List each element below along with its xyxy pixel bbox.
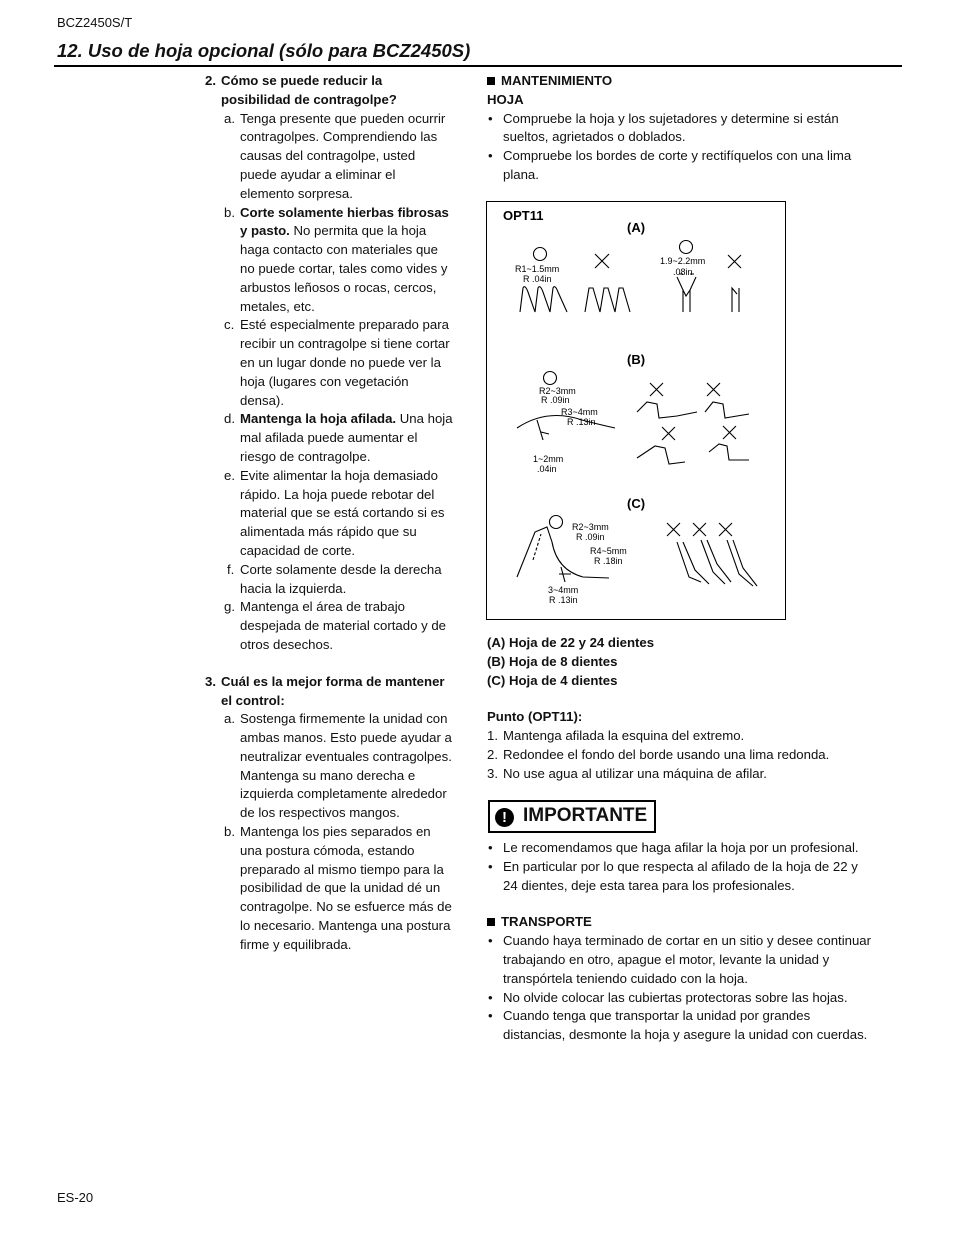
b-tooth-incorrect: [637, 444, 749, 464]
c-radius2-label: R4~5mm: [590, 546, 627, 556]
transport-bullet: • Cuando tenga que transportar la unidad por grandes distancias, desmonte la hoja y asegure la unidad con cuerdas.: [487, 1007, 902, 1045]
c-depth-mark: [559, 567, 571, 582]
b-tooth-correct: [517, 416, 615, 429]
legend-item: (B) Hoja de 8 dientes: [487, 653, 618, 669]
blade-sharpening-diagram: [486, 201, 786, 620]
label-c: (C): [627, 496, 646, 511]
correct-circle-icon: [534, 248, 547, 261]
b-radius1-label: R2~3mm: [539, 386, 576, 396]
q2-item-d: d. Mantenga la hoja afilada. Una hoja mal afilada puede aumentar el riesgo de contragolpe.: [224, 411, 453, 464]
a-width-label-in: .08in: [673, 267, 693, 277]
a-radius-label: R1~1.5mm: [515, 264, 560, 274]
punto-heading: Punto (OPT11):: [487, 709, 583, 725]
correct-circle-icon: [544, 372, 557, 385]
correct-circle-icon: [680, 241, 693, 254]
q2-item-b: b. Corte solamente hierbas fibrosas y pasto. No permita que la hoja haga contacto con materiales que no puede cortar, tales como vides y arbustos leñosos o rocas, cercos, metales, etc.: [224, 204, 449, 314]
c-depth-label-in: R .13in: [549, 595, 578, 605]
right-column-top: [487, 72, 902, 185]
blade-heading: HOJA: [487, 91, 524, 107]
tooth-correct-side: [677, 277, 696, 312]
b-radius2-label: R3~4mm: [561, 407, 598, 417]
question-3-heading: 3. Cuál es la mejor forma de mantener el control:: [205, 673, 445, 708]
label-b: (B): [627, 352, 646, 367]
b-depth-label-in: .04in: [537, 464, 557, 474]
square-bullet-icon: [487, 918, 495, 926]
c-radius2-label-in: R .18in: [594, 556, 623, 566]
c-radius1-label: R2~3mm: [572, 522, 609, 532]
important-box: [488, 800, 656, 833]
incorrect-cross-icon: [650, 383, 720, 396]
a-width-label: 1.9~2.2mm: [660, 256, 706, 266]
c-radius1-label-in: R .09in: [576, 532, 605, 542]
incorrect-cross-icon: [667, 523, 732, 536]
tooth-incorrect: [585, 288, 630, 312]
b-radius2-label-in: R .13in: [567, 417, 596, 427]
legend-item: (A) Hoja de 22 y 24 dientes: [487, 635, 655, 650]
label-a: (A): [627, 220, 646, 235]
important-bullet: • Le recomendamos que haga afilar la hoja por un profesional.: [487, 839, 902, 858]
tooth-correct: [520, 287, 567, 312]
punto-item: 3. No use agua al utilizar una máquina de afilar.: [487, 765, 767, 781]
important-label: IMPORTANTE: [523, 805, 648, 826]
diagram-title: OPT11: [503, 208, 544, 223]
tooth-incorrect-side: [732, 288, 739, 312]
blade-bullet: • Compruebe los bordes de corte y rectifíquelos con una lima plana.: [487, 147, 902, 185]
diagram-svg: [487, 202, 787, 621]
important-bullet: • En particular por lo que respecta al afilado de la hoja de 22 y 24 dientes, deje esta tarea para los profesionales.: [487, 858, 902, 896]
q2-item-f: f. Corte solamente desde la derecha hacia la izquierda.: [227, 561, 442, 596]
page-number: ES-20: [57, 1190, 94, 1205]
right-column-notes: [487, 839, 902, 1045]
spacer: [205, 655, 470, 673]
q2-item-a: a. Tenga presente que pueden ocurrir contragolpes. Comprendiendo las causas del contragolpe, usted puede ayudar a eliminar el elemento sorpresa.: [224, 110, 446, 201]
left-column: [205, 72, 470, 955]
incorrect-cross-icon: [595, 254, 609, 268]
maintenance-heading: MANTENIMIENTO: [487, 72, 902, 91]
b-depth-mark: [537, 420, 549, 440]
c-tooth-incorrect: [701, 540, 731, 584]
correct-circle-icon: [550, 516, 563, 529]
question-2-heading: 2. Cómo se puede reducir la posibilidad de contragolpe?: [205, 73, 397, 107]
incorrect-cross-icon: [728, 255, 741, 268]
q2-item-c: c. Esté especialmente preparado para recibir un contragolpe si tiene cortar en un lugar donde no puede ver la hoja (lugares con vegetación densa).: [224, 317, 450, 408]
legend-item: (C) Hoja de 4 dientes: [487, 672, 618, 688]
section-title: 12. Uso de hoja opcional (sólo para BCZ2450S): [57, 40, 471, 61]
b-tooth-incorrect: [637, 402, 749, 418]
c-tooth-incorrect: [727, 540, 757, 586]
q2-item-g: g. Mantenga el área de trabajo despejada de material cortado y de otros desechos.: [224, 599, 447, 652]
transport-heading: TRANSPORTE: [487, 913, 902, 932]
q3-item-b: b. Mantenga los pies separados en una postura cómoda, estando preparado al mismo tiempo para la posibilidad de que la unidad dé un contragolpe. No se esfuerce más de lo necesario. Mantenga una postura firme y equilibrada.: [224, 824, 452, 952]
model-code: BCZ2450S/T: [57, 15, 133, 30]
c-depth-label: 3~4mm: [548, 585, 579, 595]
punto-item: 2. Redondee el fondo del borde usando una lima redonda.: [487, 746, 830, 762]
q3-item-a: a. Sostenga firmemente la unidad con ambas manos. Esto puede ayudar a neutralizar eventuales contragolpes. Mantenga su mano derecha e izquierda completamente alrededor de los respectivos mangos.: [224, 711, 452, 821]
square-bullet-icon: [487, 77, 495, 85]
title-rule: [54, 65, 902, 67]
punto-item: 1. Mantenga afilada la esquina del extremo.: [487, 728, 745, 744]
blade-bullet: • Compruebe la hoja y los sujetadores y determine si están sueltos, agrietados o doblados.: [487, 110, 902, 148]
exclamation-icon: !: [495, 808, 514, 827]
transport-bullet: • Cuando haya terminado de cortar en un sitio y desee continuar trabajando en otro, apague el motor, levante la unidad y transpórtela teniendo cuidado con la hoja.: [487, 932, 902, 988]
incorrect-cross-icon: [662, 426, 736, 440]
transport-bullet: • No olvide colocar las cubiertas protectoras sobre las hojas.: [487, 989, 902, 1008]
b-radius1-label-in: R .09in: [541, 395, 570, 405]
right-column-bottom: [487, 634, 902, 784]
q2-item-e: e. Evite alimentar la hoja demasiado rápido. La hoja puede rebotar del material que se está cortando si es alimentada más rápido que su capacidad de corte.: [224, 467, 445, 558]
b-depth-label: 1~2mm: [533, 454, 564, 464]
c-dashed-line: [533, 534, 541, 560]
a-radius-label-in: R .04in: [523, 274, 552, 284]
